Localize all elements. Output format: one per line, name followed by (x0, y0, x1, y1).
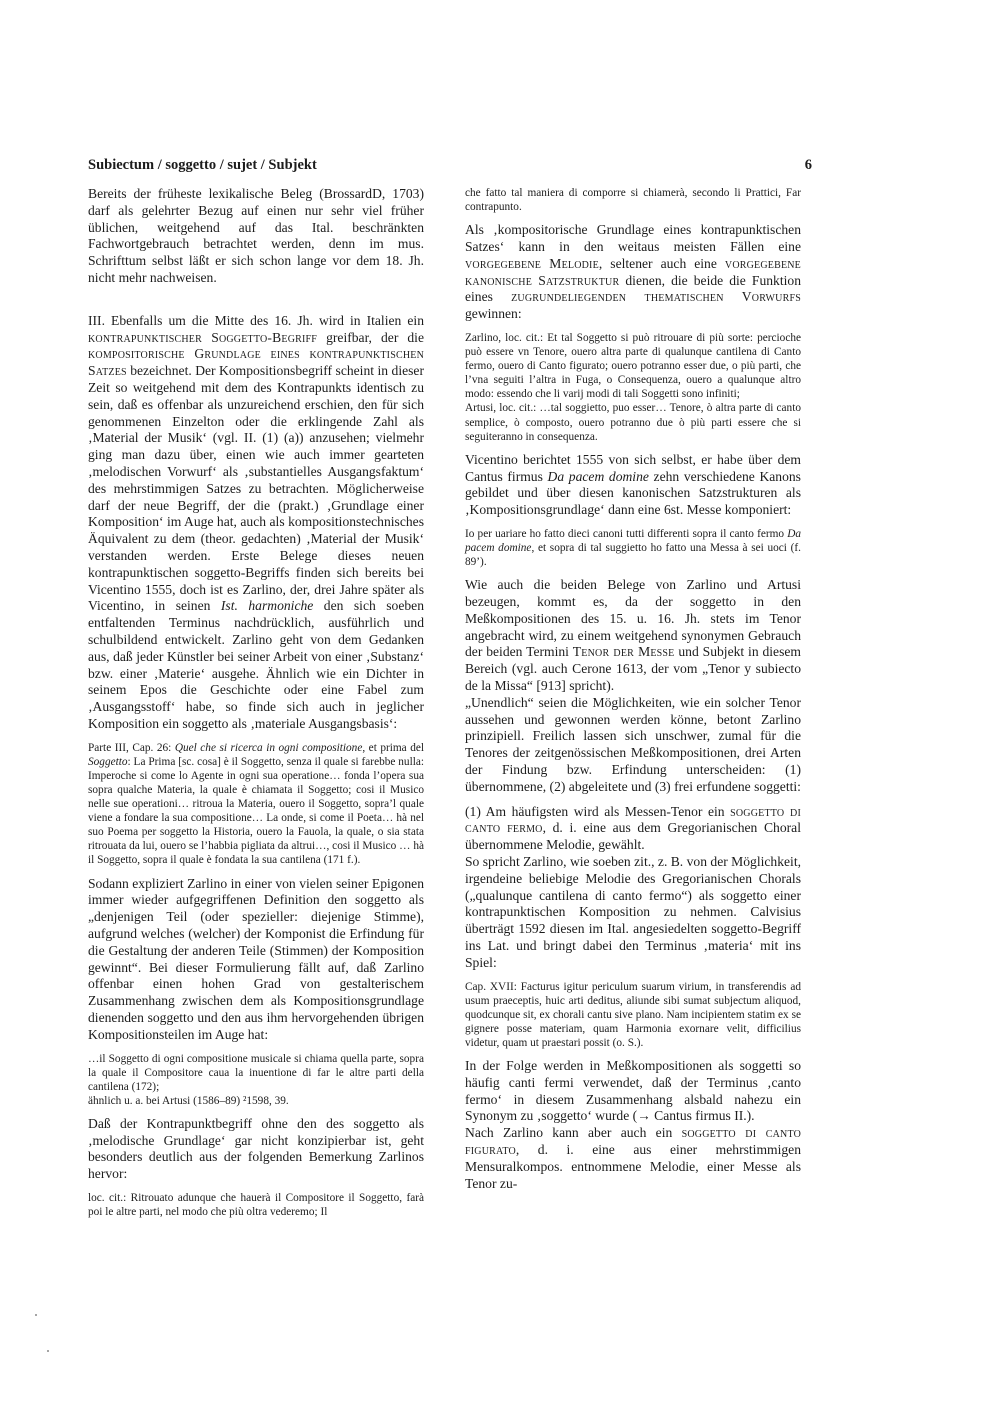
quotation: Parte III, Cap. 26: Quel che si ricerca in ogni compositione, et prima del Soggetto: La Prima [sc. cosa] è il Soggetto, senza il quale si farebbe nulla: Imperoche si come lo Agente in ogni sua operatione… fonda l’opera sua sopra qualche Materia, la quale è chiamata il Soggetto; cosi il Musico nelle sue operationi… ritroua la Materia, ouero il Soggetto, sopra’l quale viene a fondare la sua compositione… La onde, si come il Poeta… hà nel suo Poema per soggetto la Historia, ouero la Fauola, la quale, o sia stata ritrouata da lui, ouero se l’habbia pigliata da altrui…, cosi il Musico … hà il Soggetto, sopra il quale è fondata la sua cantilena (171 f.). (88, 741, 424, 867)
term-small-caps: Tenor der Messe (572, 644, 675, 660)
page-number: 6 (804, 157, 812, 173)
quotation: loc. cit.: Ritrouato adunque che hauerà il Compositore il Soggetto, farà poi le altre parti, nel modo che più oltra vederemo; Il (88, 1192, 424, 1219)
paragraph: In der Folge werden in Meßkompositionen als soggetti so häufig canti fermi verwendet, daß der Terminus ‚canto fermo‘ in diesem Zusammenhang alsbald nahezu ein Synonym zu ‚soggetto‘ wurde (→ Cantus firmus II.). (465, 1057, 801, 1124)
paragraph: Vicentino berichtet 1555 von sich selbst, er habe über dem Cantus firmus Da pacem domine zehn verschiedene Kanons gebildet und über diesen kanonischen Satzstrukturen als ‚Kompositionsgrundlage‘ dann eine 6st. Messe komponiert: (465, 451, 801, 518)
paragraph: Sodann expliziert Zarlino in einer von vielen seiner Epigonen immer wieder aufgegriffenen Definition den soggetto als „denjenigen Teil (oder spezieller: diejenige Stimme), aufgrund welches (welcher) der Komponist die Erfindung für die Gestaltung der anderen Teile (Stimmen) der Komposition gewinnt“. Bei dieser Formulierung fällt auf, daß Zarlino offenbar einen hohen Grad von gestalterischem Zusammenhang zwischen dem als Kompositionsgrundlage dienenden soggetto und den aus ihm hervorgehenden übrigen Kompositionsteilen im Auge hat: (88, 875, 424, 1042)
quotation: Zarlino, loc. cit.: Et tal Soggetto si può ritrouare di più sorte: percioche può essere vn Tenore, ouero altra parte di qualunque cantilena di Canto fermo, ouero di Canto figurato; ouero potranno esser due, o più parti, che l’vna seguiti l’altra in Fuga, o Consequenza, ouero a qualunque altro modo: essendo che li varij modi di tali Soggetti sono infiniti; (465, 331, 801, 401)
paragraph: Nach Zarlino kann aber auch ein soggetto di canto figurato, d. i. eine aus einer mehrstimmigen Mensuralkompos. entnommene Melodie, einer Messe als Tenor zu- (465, 1125, 802, 1191)
section-iii-paragraph: III. Ebenfalls um die Mitte des 16. Jh. wird in Italien ein kontrapunktischer Soggetto-Begriff greifbar, der die kompositorische Grundlage eines kontrapunktischen Satzes bezeichnet. Der Kompositionsbegriff scheint in dieser Zeit so weitgehend mit dem des Kontrapunkts identisch zu sein, daß es offenbar als unzureichend erschien, den für sich genommenen Einzelton oder die erklingende Zahl als ‚Material der Musik‘ (vgl. II. (1) (a)) anzusehen; vielmehr ging man dazu über, einen wie auch immer gearteten ‚melodischen Vorwurf‘ als ‚substantielles Ausgangsfaktum‘ des mehrstimmigen Satzes zu betrachten. Möglicherweise darf der neue Begriff, der die (prakt.) ‚Grundlage einer Komposition‘ im Auge hat, auch als kompositionstechnisches Äquivalent zu dem (theor. gedachten) ‚Material der Musik‘ verstanden werden. Erste Belege dieses neuen kontrapunktischen soggetto-Begriffs finden sich bereits bei Vicentino 1555, doch ist es Zarlino, der, drei Jahre später als Vicentino, in seinen Ist. harmoniche den sich soeben entfaltenden Terminus nachdrücklich, ausführlich und schulbildend entwickelt. Zarlino geht von dem Gedanken aus, daß jeder Künstler bei seiner Arbeit von einer ‚Substanz‘ bzw. einer ‚Materie‘ ausgehe. Ähnlich wie ein Dichter in seinem Epos die Geschichte oder eine Fabel zum ‚Ausgangsstoff‘ habe, so finde sich auch in jeglicher Komposition ein soggetto als ‚materiale Ausgangsbasis‘: (88, 312, 425, 731)
left-column (88, 186, 424, 1219)
quotation-reference: ähnlich u. a. bei Artusi (1586–89) ²1598, 39. (88, 1094, 289, 1107)
right-column (465, 186, 801, 1192)
paragraph: (1) Am häufigsten wird als Messen-Tenor ein soggetto di canto fermo, d. i. eine aus dem Gregorianischen Choral übernommene Melodie, gewählt. (465, 803, 801, 853)
quotation: …il Soggetto di ogni compositione musicale si chiama quella parte, sopra la quale il Compositore caua la inuentione di far le altre parti della cantilena (172); (88, 1052, 424, 1093)
paragraph: Wie auch die beiden Belege von Zarlino und Artusi bezeugen, kommt es, da der soggetto in den Meßkompositionen des 15. u. 16. Jh. stets im Tenor angebracht wird, zu einem weitgehend synonymen Gebrauch der beiden Termini Tenor der Messe und Subjekt in diesem Bereich (vgl. auch Cerone 1613, der vom „Tenor y subiecto de la Missa“ [913] spricht). (465, 577, 801, 693)
quotation: Io per uariare ho fatto dieci canoni tutti differenti sopra il canto fermo Da pacem domine, et sopra di tal suggietto ho fatto una Messa à sei uoci (f. 89’). (465, 527, 801, 569)
running-title: Subiectum / soggetto / sujet / Subjekt (88, 157, 317, 173)
quotation: Artusi, loc. cit.: …tal soggietto, puo esser… Tenore, ò altra parte di canto semplice, ò composto, ouero potranno due ò più parti essere che si seguiteranno in consequenza. (465, 402, 801, 443)
paragraph: „Unendlich“ seien die Möglichkeiten, wie ein solcher Tenor aussehen und gewonnen werden könne, betont Zarlino prinzipiell. Freilich lassen sich unschwer, zumal für die Tenores der zeitgenössischen Meßkompositionen, drei Arten der Findung bzw. Erfindung unterscheiden: (1) übernommene, (2) abgeleitete und (3) frei erfundene soggetti: (465, 694, 801, 794)
term-small-caps: kompositorische Grundlage eines kontrapunktischen Satzes (88, 346, 424, 379)
paragraph: Daß der Kontrapunktbegriff ohne den des soggetto als ‚melodische Grundlage‘ gar nicht konzipierbar ist, geht besonders deutlich aus der folgenden Bemerkung Zarlinos hervor: (88, 1115, 424, 1182)
term-small-caps: vorgegebene kanonische Satzstruktur (465, 255, 801, 288)
scan-speck (35, 1314, 37, 1316)
paragraph: Als ‚kompositorische Grundlage eines kontrapunktischen Satzes‘ kann in den weitaus meisten Fällen eine vorgegebene Melodie, seltener auch eine vorgegebene kanonische Satzstruktur dienen, die beide die Funktion eines zugrundeliegenden thematischen Vorwurfs gewinnen: (465, 222, 801, 322)
paragraph: Bereits der früheste lexikalische Beleg (BrossardD, 1703) darf als gelehrter Bezug auf einen nur sehr viel früher üblichen, weitgehend auf das Ital. beschränkten Fachwortgebrauch betrachtet werden, denn im mus. Schrifttum selbst läßt er sich schon lange vor dem 18. Jh. nicht mehr nachweisen. (88, 186, 424, 285)
quotation: che fatto tal maniera di comporre si chiamerà, secondo li Prattici, Far contrapunto. (465, 187, 801, 214)
paragraph: So spricht Zarlino, wie soeben zit., z. B. von der Möglichkeit, irgendeine beliebige Melodie des Gregorianischen Chorals („qualunque cantilena di canto fermo“) als soggetto einer kontrapunktischen Komposition zu nehmen. Calvisius überträgt 1592 diesen im Ital. angesiedelten soggetto-Begriff ins Lat. und bringt dabei den Terminus ‚materia‘ mit ins Spiel: (465, 853, 802, 970)
quotation: Cap. XVII: Facturus igitur periculum suarum virium, in transferendis ad usum praeceptis, huic arti deditus, aliunde sibi sumat subjectum aliquod, quodcunque sit, ex chorali cantu sive plano. Nam incipientem statim ex se gignere posse materiam, quam Harmonia exornare velit, difficilius videtur, quam ut praestari possit (o. S.). (465, 980, 801, 1049)
term-small-caps: zugrundeliegenden thematischen Vorwurfs (511, 289, 801, 305)
term-small-caps: soggetto di canto figurato (465, 1125, 802, 1157)
running-header (88, 157, 812, 183)
term-small-caps: soggetto di canto fermo (465, 803, 801, 836)
term-small-caps: vorgegebene Melodie (465, 255, 599, 271)
term-small-caps: kontrapunktischer Soggetto-Begriff (88, 329, 318, 345)
scan-speck (47, 1350, 49, 1352)
